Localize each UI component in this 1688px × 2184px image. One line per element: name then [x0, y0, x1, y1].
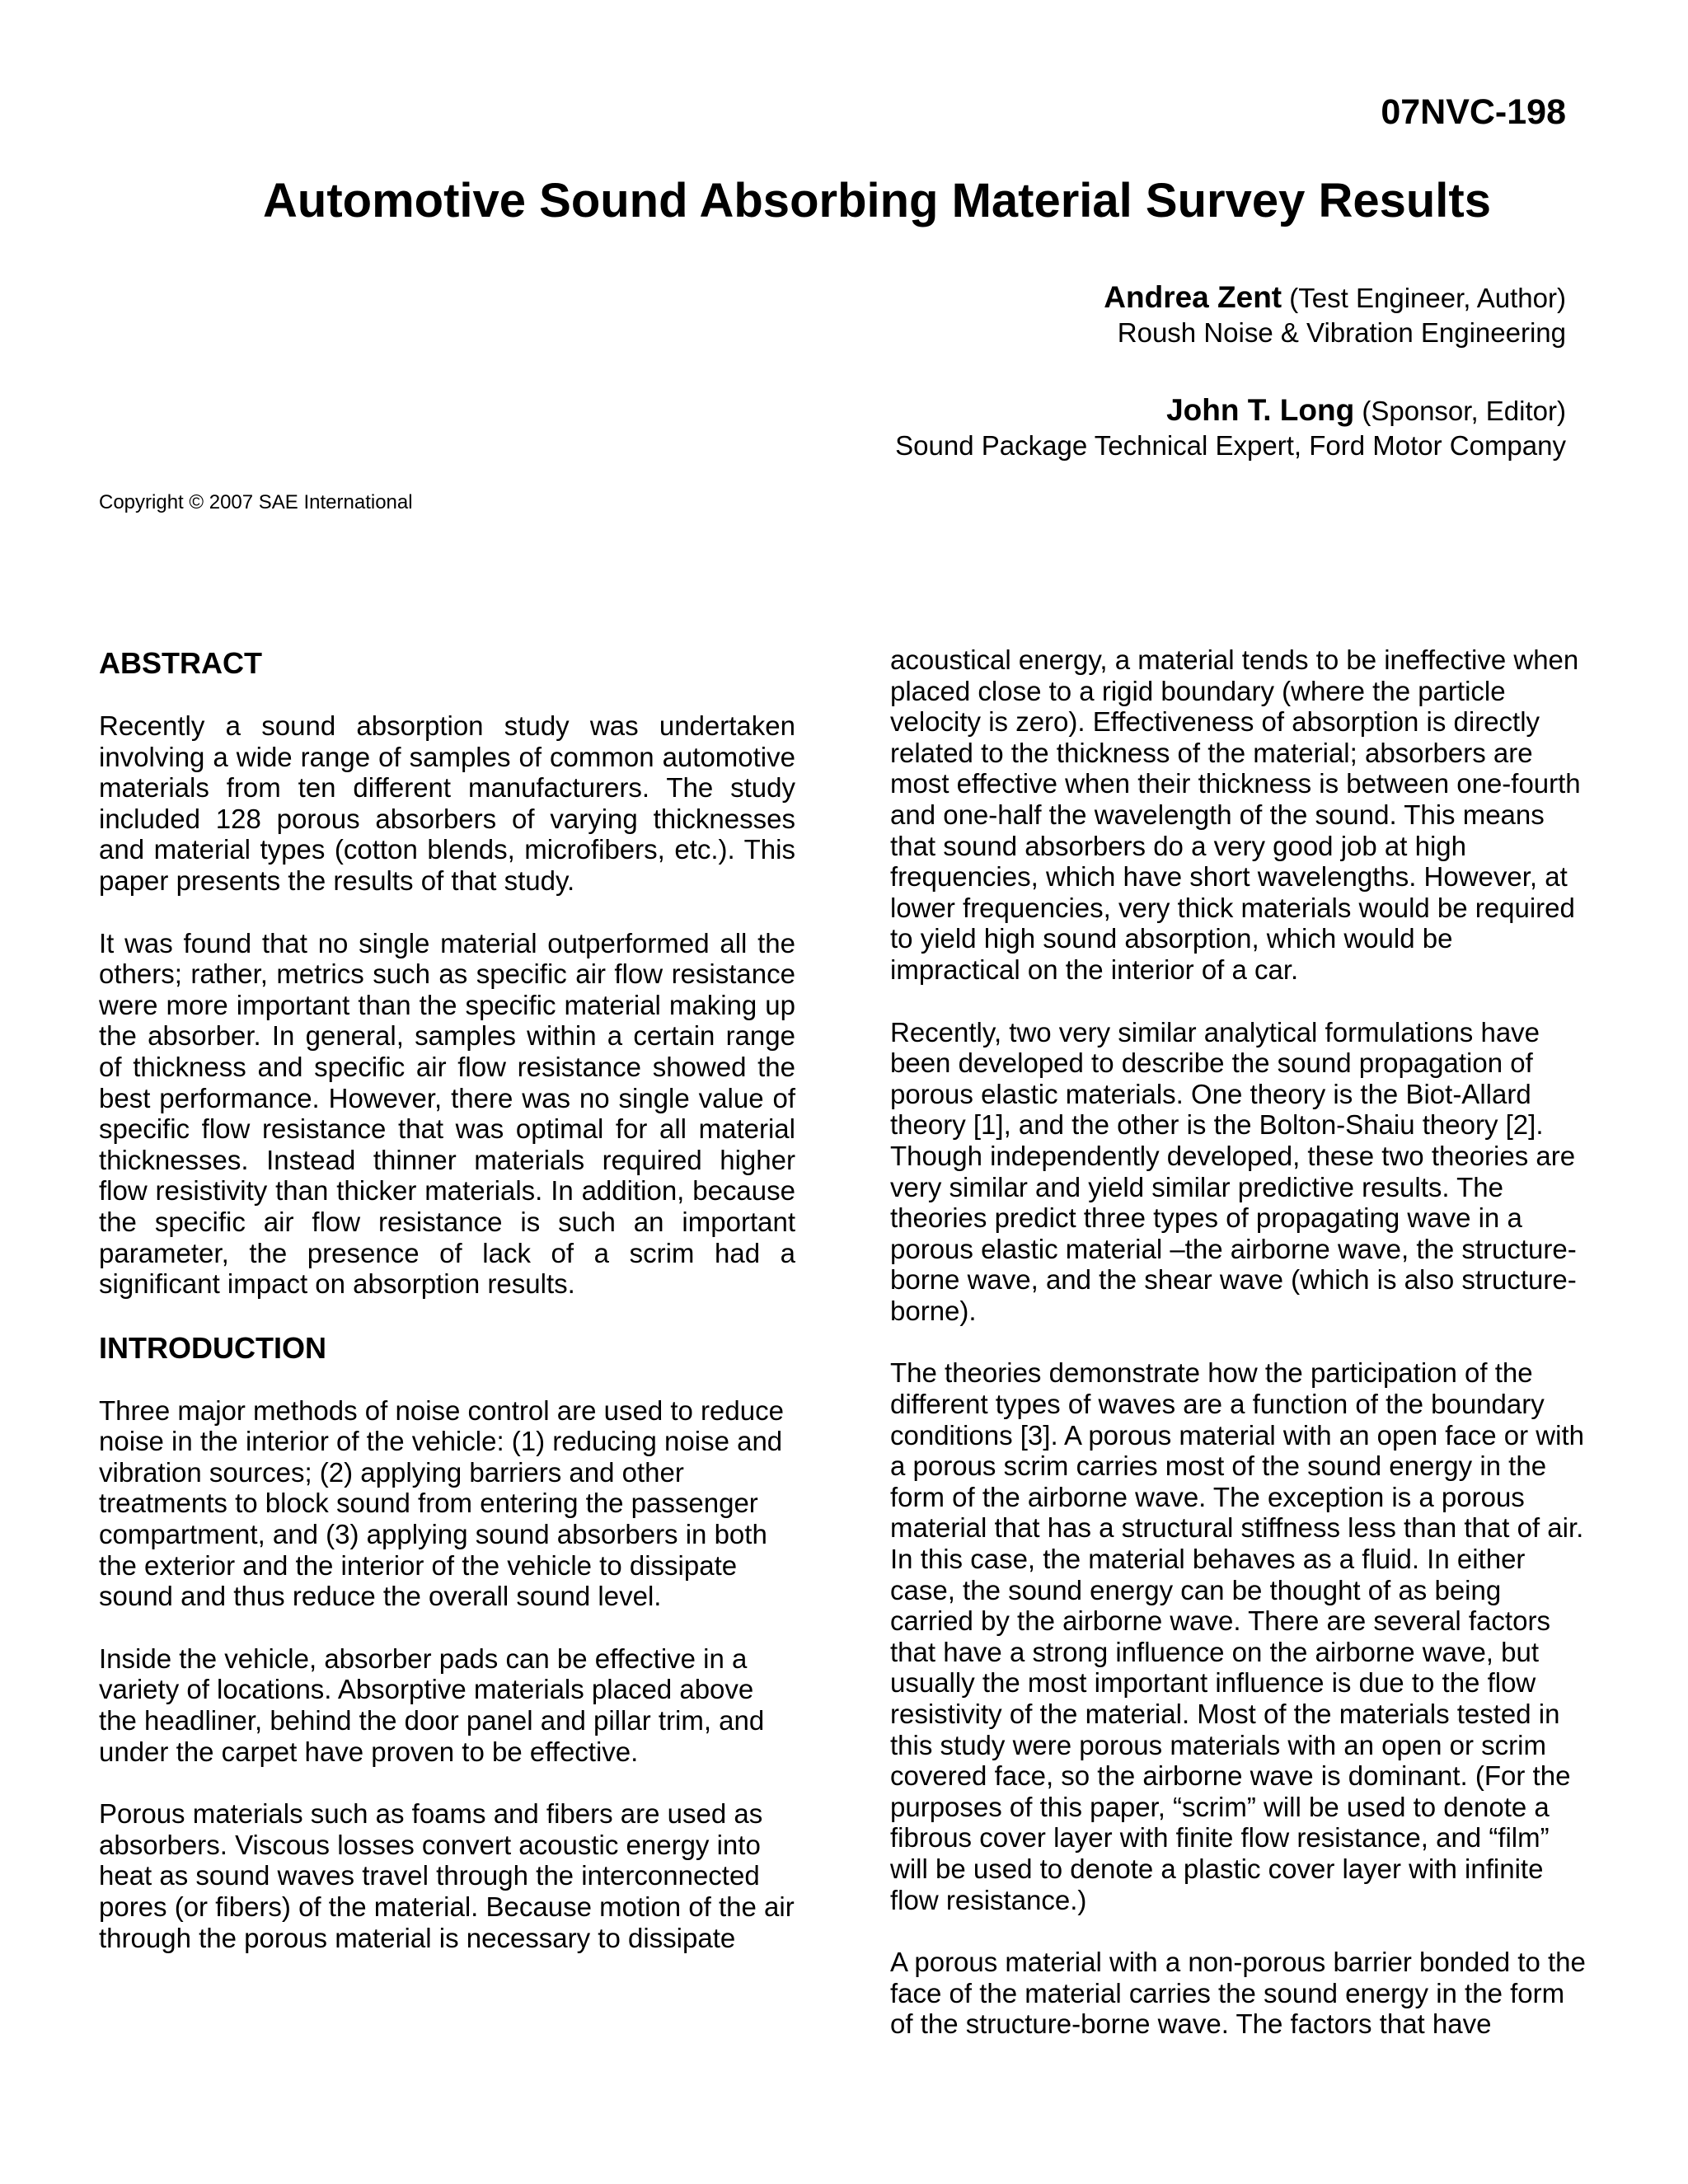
introduction-heading: INTRODUCTION [99, 1330, 326, 1365]
copyright-notice: Copyright © 2007 SAE International [99, 491, 413, 513]
author-affiliation: Roush Noise & Vibration Engineering [1117, 317, 1566, 348]
author-affiliation: Sound Package Technical Expert, Ford Motor Company [895, 430, 1566, 461]
introduction-paragraph: Porous materials such as foams and fibers are used as absorbers. Viscous losses convert acoustic energy into heat as sound waves travel through the interconnected pores (or fibers) of the material. Because motion of the air through the porous material is necessary to dissipate [99, 1798, 795, 1953]
author-name: John T. Long [1166, 393, 1355, 427]
author-block [895, 280, 1566, 506]
author-role: (Test Engineer, Author) [1289, 283, 1566, 313]
body-paragraph: Recently, two very similar analytical formulations have been developed to describe the sound propagation of porous elastic materials. One theory is the Biot-Allard theory [1], and the other is the Bolton-Shaiu theory [2]. Though independently developed, these two theories are very similar and yield similar predictive results. The theories predict three types of propagating wave in a porous elastic material –the airborne wave, the structure-borne wave, and the shear wave (which is also structure-borne). [890, 1016, 1577, 1326]
author-role: (Sponsor, Editor) [1362, 396, 1566, 426]
body-paragraph: acoustical energy, a material tends to be ineffective when placed close to a rigid boundary (where the particle velocity is zero). Effectiveness of absorption is directly related to the thickness of the material; absorbers are most effective when their thickness is between one-fourth and one-half the wavelength of the sound. This means that sound absorbers do a very good job at high frequencies, which have short wavelengths. However, at lower frequencies, very thick materials would be required to yield high sound absorption, which would be impractical on the interior of a car. [890, 644, 1581, 985]
abstract-heading: ABSTRACT [99, 646, 262, 680]
author-1 [895, 280, 1566, 350]
paper-number: 07NVC-198 [1381, 92, 1566, 132]
abstract-paragraph: Recently a sound absorption study was undertaken involving a wide range of samples of common automotive materials from ten different manufacturers. The study included 128 porous absorbers of varying thicknesses and material types (cotton blends, microfibers, etc.). This paper presents the results of that study. [99, 710, 795, 896]
paper-title: Automotive Sound Absorbing Material Survey Results [263, 174, 1491, 227]
introduction-paragraph: Inside the vehicle, absorber pads can be effective in a variety of locations. Absorptive materials placed above the headliner, behind the door panel and pillar trim, and under the carpet have proven to be effective. [99, 1643, 765, 1767]
left-column [99, 643, 795, 1985]
body-paragraph: A porous material with a non-porous barrier bonded to the face of the material carries the sound energy in the form of the structure-borne wave. The factors that have [890, 1947, 1586, 2040]
author-name: Andrea Zent [1104, 280, 1282, 314]
author-2 [895, 393, 1566, 463]
right-column [890, 644, 1587, 2071]
body-paragraph: The theories demonstrate how the participation of the different types of waves are a function of the boundary conditions [3]. A porous material with an open face or with a porous scrim carries most of the sound energy in the form of the airborne wave. The exception is a porous material that has a structural stiffness less than that of air. In this case, the material behaves as a fluid. In either case, the sound energy can be thought of as being carried by the airborne wave. There are several factors that have a strong influence on the airborne wave, but usually the most important influence is due to the flow resistivity of the material. Most of the materials tested in this study were porous materials with an open or scrim covered face, so the airborne wave is dominant. (For the purposes of this paper, “scrim” will be used to denote a fibrous cover layer with finite flow resistance, and “film” will be used to denote a plastic cover layer with infinite flow resistance.) [890, 1357, 1584, 1915]
introduction-paragraph: Three major methods of noise control are used to reduce noise in the interior of the vehicle: (1) reducing noise and vibration sources; (2) applying barriers and other treatments to block sound from entering the passenger compartment, and (3) applying sound absorbers in both the exterior and the interior of the vehicle to dissipate sound and thus reduce the overall sound level. [99, 1394, 784, 1612]
abstract-paragraph: It was found that no single material outperformed all the others; rather, metrics such as specific air flow resistance were more important than the specific material making up the absorber. In general, samples within a certain range of thickness and specific air flow resistance showed the best performance. However, there was no single value of specific flow resistance that was optimal for all material thicknesses. Instead thinner materials required higher flow resistivity than thicker materials. In addition, because the specific air flow resistance is such an important parameter, the presence of lack of a scrim had a significant impact on absorption results. [99, 927, 795, 1300]
